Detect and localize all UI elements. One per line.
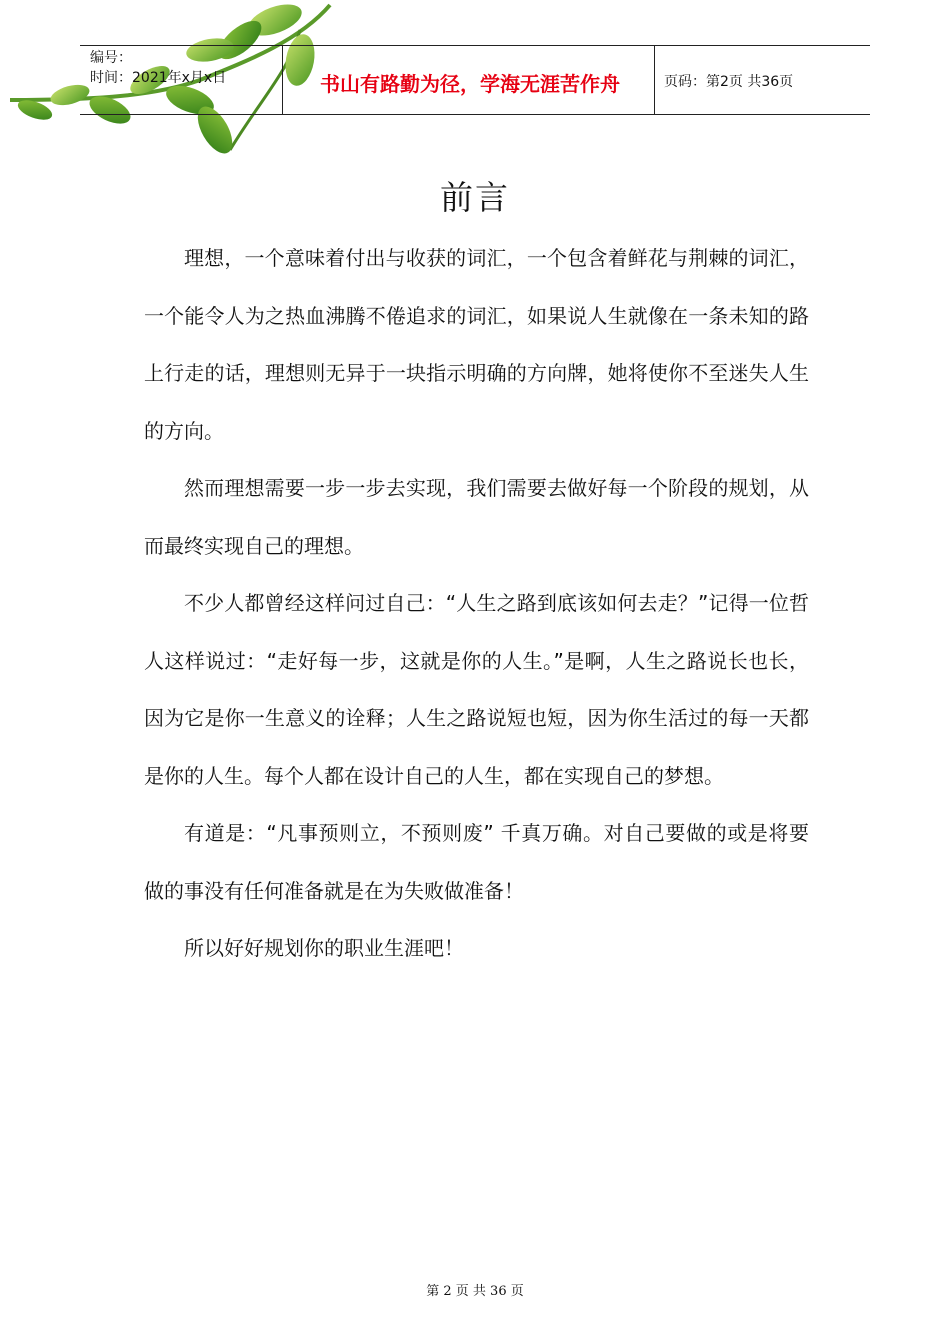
number-label: 编号： xyxy=(90,50,132,66)
paragraph: 理想，一个意味着付出与收获的词汇，一个包含着鲜花与荆棘的词汇，一个能令人为之热血沸腾不倦追求的词汇，如果说人生就像在一条未知的路上行走的话，理想则无异于一块指示明确的方向牌，她将使你不至迷失人生的方向。 xyxy=(144,246,809,443)
paragraph: 不少人都曾经这样问过自己：“人生之路到底该如何去走？”记得一位哲人这样说过：“走好每一步，这就是你的人生。”是啊，人生之路说长也长，因为它是你一生意义的诠释；人生之路说短也短，因为你生活过的每一天都是你的人生。每个人都在设计自己的人生，都在实现自己的梦想。 xyxy=(144,591,809,788)
header-divider xyxy=(654,46,655,114)
body-text xyxy=(144,230,809,978)
page-title: 前言 xyxy=(440,178,510,217)
paragraph: 所以好好规划你的职业生涯吧！ xyxy=(184,936,464,960)
header-meta xyxy=(90,48,226,88)
paragraph: 有道是：“凡事预则立，不预则废” 千真万确。对自己要做的或是将要做的事没有任何准备就是在为失败做准备！ xyxy=(144,821,809,903)
paragraph: 然而理想需要一步一步去实现，我们需要去做好每一个阶段的规划，从而最终实现自己的理想。 xyxy=(144,476,809,558)
header-page-info: 页码：第2页 共36页 xyxy=(664,74,794,90)
time-label: 时间：2021年x月x日 xyxy=(90,70,227,86)
page-footer: 第 2 页 共 36 页 xyxy=(426,1284,524,1299)
header-motto: 书山有路勤为径，学海无涯苦作舟 xyxy=(320,72,620,96)
page-header xyxy=(80,45,870,115)
header-divider xyxy=(282,46,283,114)
